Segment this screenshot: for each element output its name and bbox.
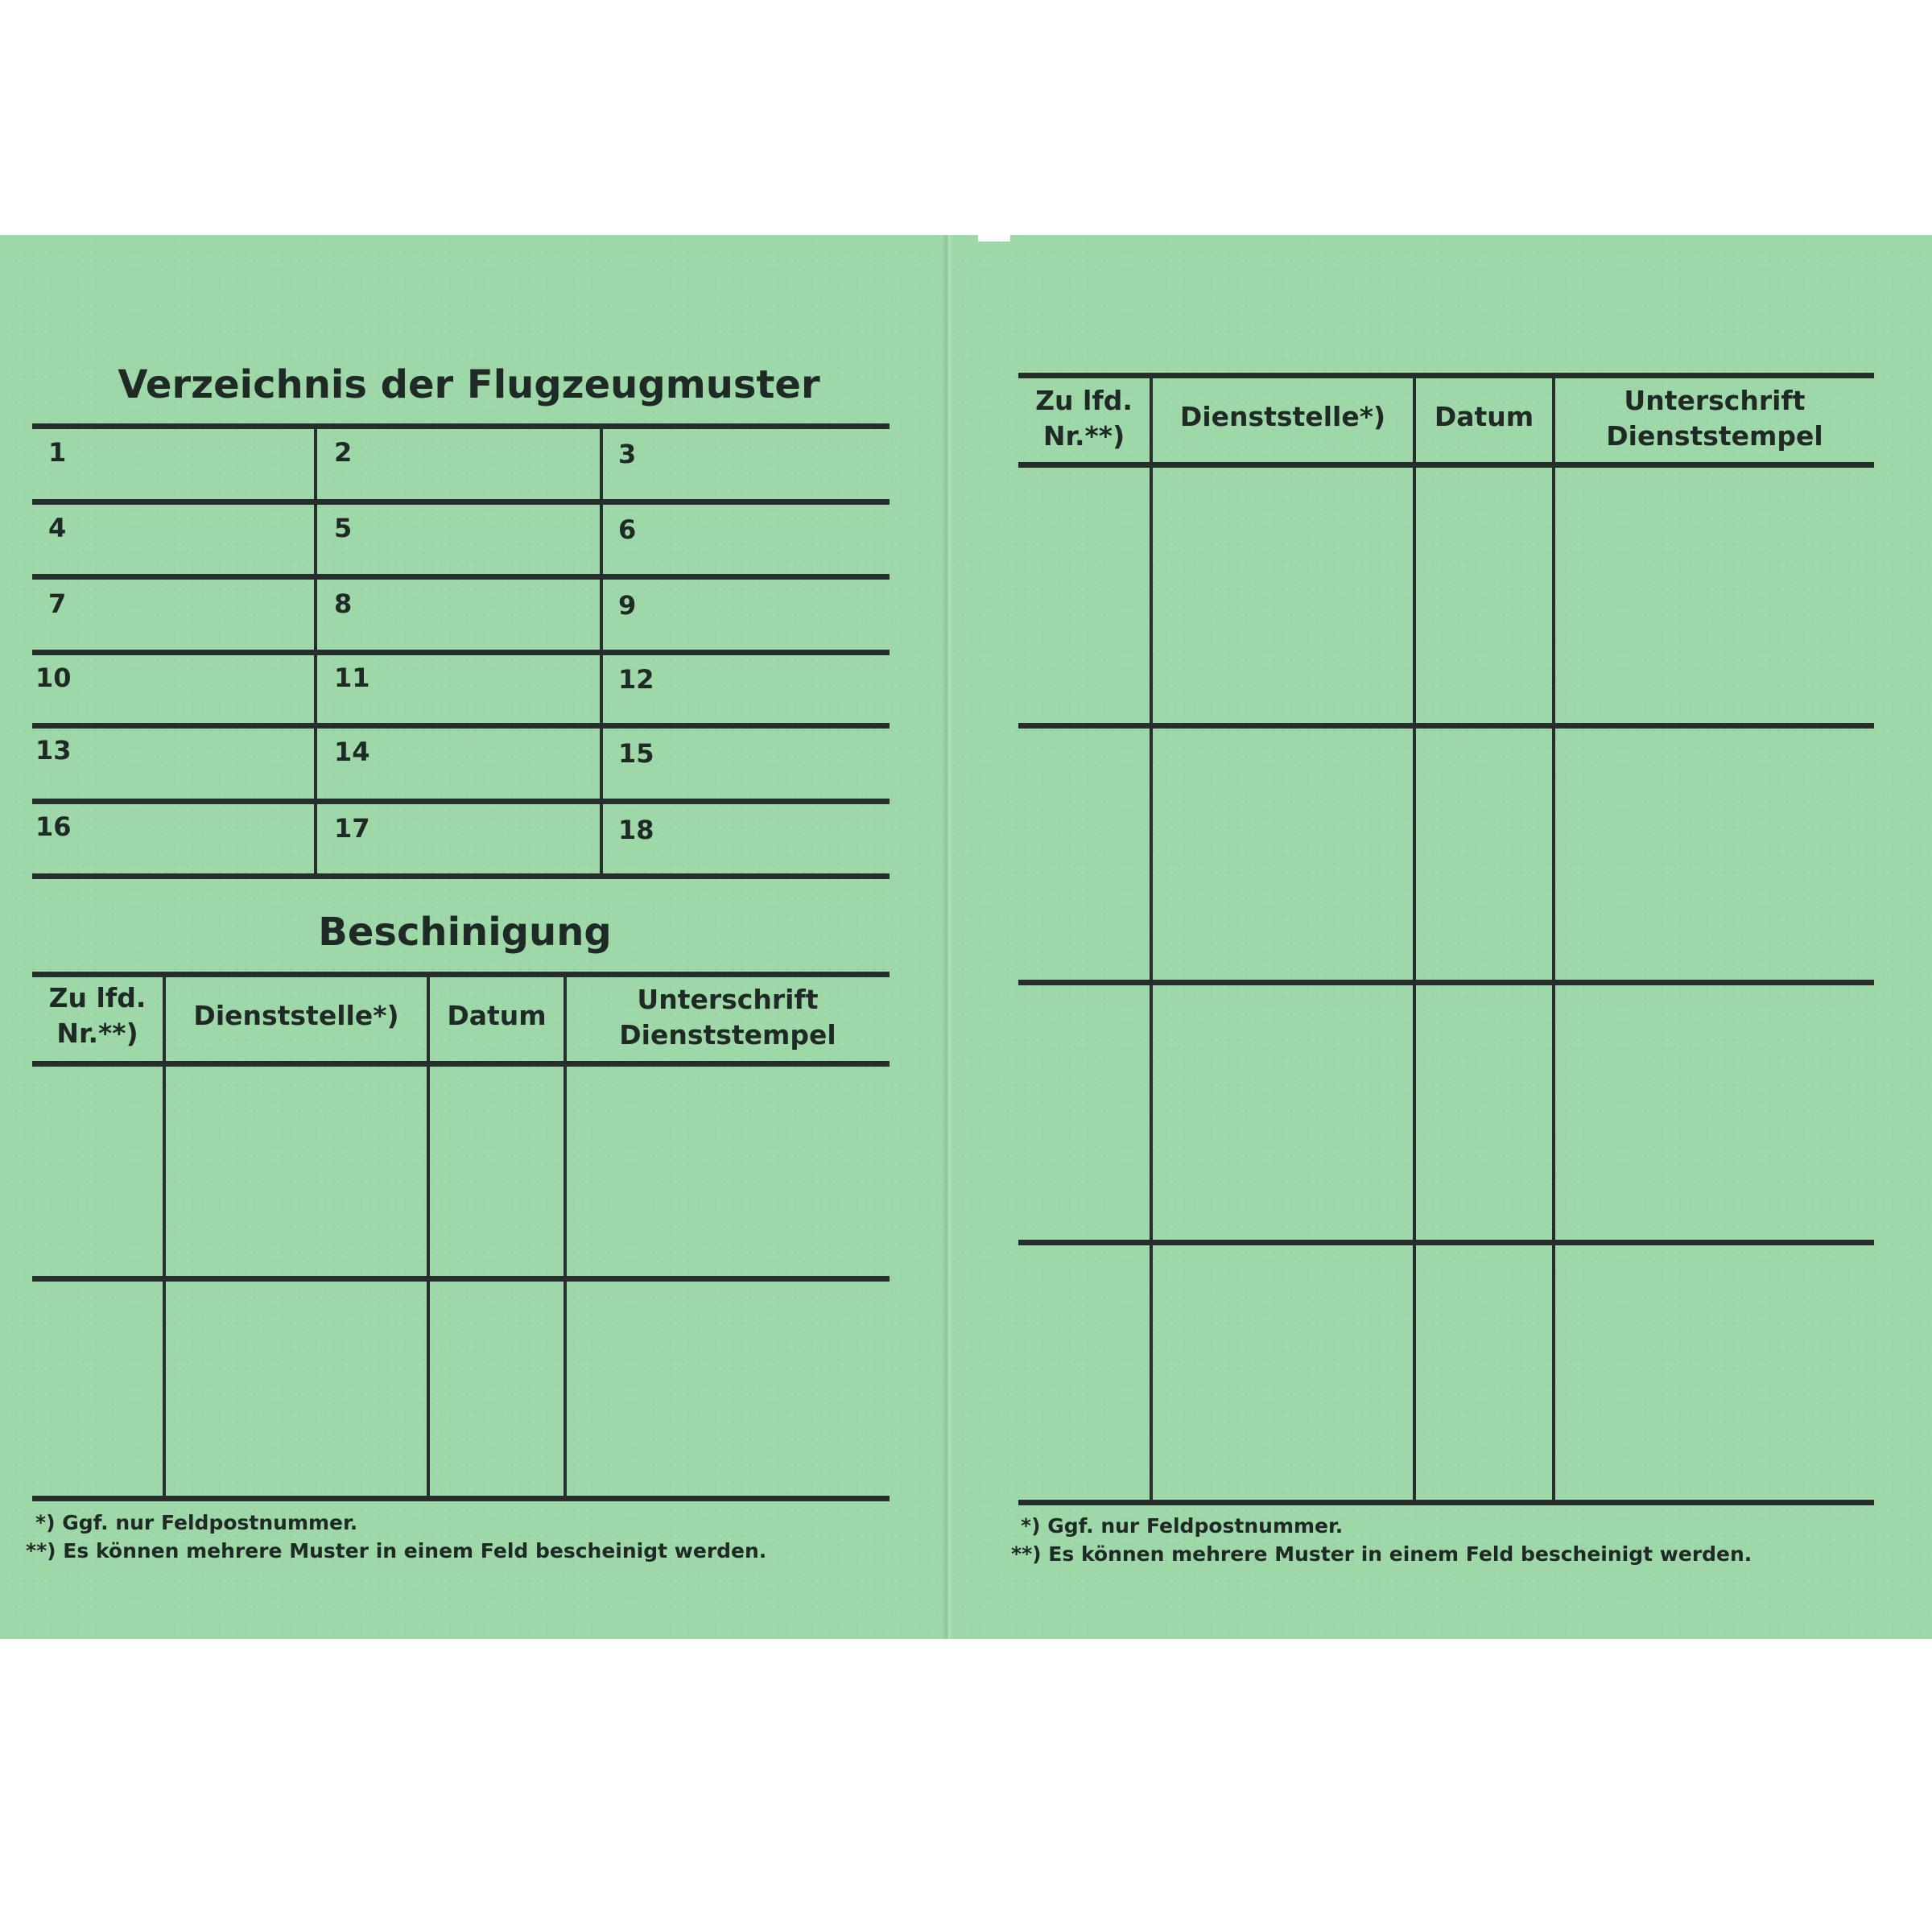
aircraft-type-number: 13: [35, 735, 72, 766]
column-header-line: Nr.**): [56, 1018, 138, 1049]
center-fold: [942, 235, 953, 1639]
column-header-date: Datum: [447, 1000, 547, 1031]
grid-line: [32, 723, 890, 729]
column-header-signature: [567, 982, 889, 1053]
table-row-line: [1018, 980, 1874, 985]
column-header-office: Dienststelle*): [1179, 401, 1386, 432]
aircraft-type-number: 17: [334, 813, 370, 844]
column-header-entry-number: [1018, 383, 1150, 454]
table-column-divider: [163, 974, 166, 1497]
aircraft-type-number: 15: [618, 738, 654, 769]
grid-line: [32, 574, 890, 580]
grid-line: [32, 423, 890, 429]
table-column-divider: [427, 974, 430, 1497]
footnote-multiple-types: **) Es können mehrere Muster in einem Feld bescheinigt werden.: [1011, 1542, 1752, 1566]
aircraft-type-number: 9: [618, 590, 637, 621]
table-top-line: [1018, 373, 1874, 378]
aircraft-type-number: 14: [334, 737, 370, 767]
aircraft-type-number: 16: [35, 811, 72, 842]
aircraft-type-number: 10: [35, 663, 72, 693]
grid-line: [32, 873, 890, 879]
column-header-line: Zu lfd.: [48, 982, 147, 1013]
aircraft-type-number: 7: [48, 588, 67, 619]
table-header-line: [1018, 462, 1874, 468]
aircraft-type-number: 8: [334, 588, 353, 619]
table-header-line: [32, 1061, 890, 1067]
grid-column-divider: [314, 427, 317, 877]
grid-line: [32, 499, 890, 505]
fold-notch: [978, 235, 1010, 242]
aircraft-type-number: 3: [618, 439, 637, 469]
table-row-line: [1018, 1240, 1874, 1245]
table-column-divider: [1150, 375, 1153, 1501]
footnote-field-post: *) Ggf. nur Feldpostnummer.: [35, 1511, 358, 1534]
table-column-divider: [1552, 375, 1555, 1501]
footnote-multiple-types: **) Es können mehrere Muster in einem Feld bescheinigt werden.: [26, 1539, 767, 1563]
aircraft-type-number: 6: [618, 514, 637, 545]
grid-line: [32, 799, 890, 804]
aircraft-type-number: 5: [334, 513, 353, 543]
column-header-signature: [1555, 383, 1874, 454]
column-header-line: Nr.**): [1042, 420, 1125, 452]
column-header-line: Dienststempel: [619, 1019, 836, 1051]
table-row-line: [32, 1276, 890, 1282]
aircraft-type-number: 2: [334, 437, 353, 468]
footnote-field-post: *) Ggf. nur Feldpostnummer.: [1021, 1514, 1344, 1538]
aircraft-type-number: 18: [618, 815, 654, 845]
aircraft-type-number: 1: [48, 437, 67, 468]
column-header-line: Dienststempel: [1606, 420, 1823, 452]
table-top-line: [32, 972, 890, 977]
column-header-line: Zu lfd.: [1035, 385, 1133, 416]
grid-column-divider: [600, 427, 603, 877]
column-header-line: Unterschrift: [637, 984, 819, 1015]
aircraft-type-number: 4: [48, 513, 67, 543]
certification-title: Beschinigung: [318, 910, 612, 955]
aircraft-type-number: 11: [334, 663, 370, 693]
table-column-divider: [1413, 375, 1416, 1501]
column-header-line: Unterschrift: [1624, 385, 1806, 416]
column-header-date: Datum: [1434, 401, 1534, 432]
column-header-office: Dienststelle*): [193, 1000, 399, 1031]
table-bottom-line: [1018, 1500, 1874, 1505]
column-header-entry-number: [32, 980, 163, 1051]
grid-line: [32, 650, 890, 655]
table-row-line: [1018, 723, 1874, 729]
aircraft-type-number: 12: [618, 664, 654, 695]
table-bottom-line: [32, 1496, 890, 1501]
aircraft-types-title: Verzeichnis der Flugzeugmuster: [118, 362, 820, 407]
